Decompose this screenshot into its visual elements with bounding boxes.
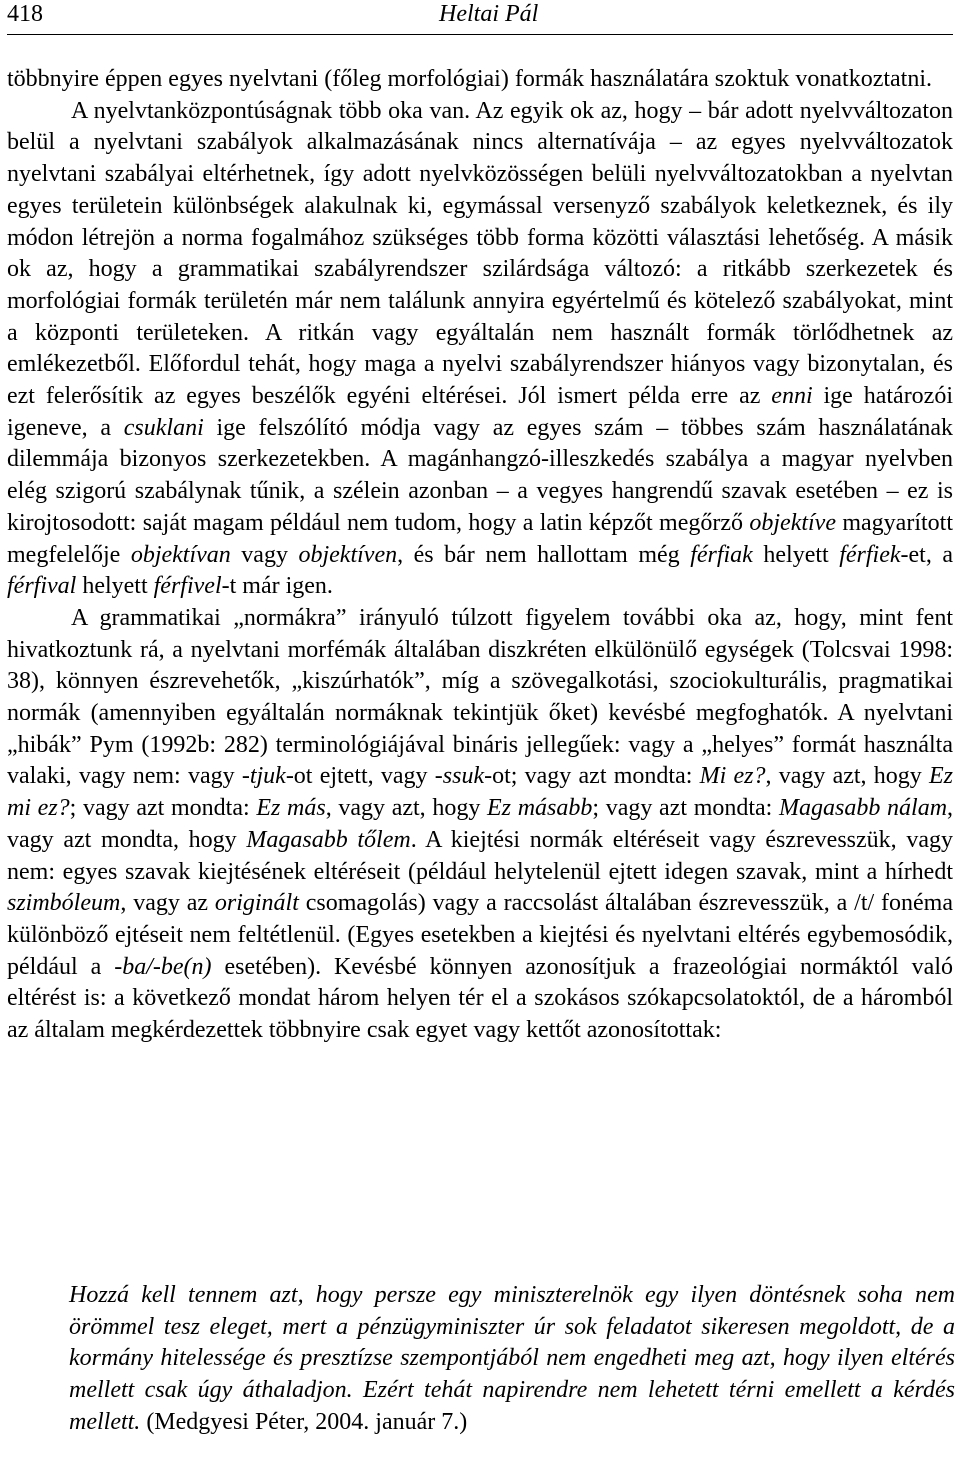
paragraph-3 [7, 603, 953, 1047]
italic-term: originált [214, 890, 299, 917]
text-run: ; vagy azt mondta: [592, 795, 780, 822]
italic-term: csuklani [123, 414, 204, 441]
text-run: -et, a [900, 541, 954, 568]
running-head: Heltai Pál [439, 1, 539, 27]
text-run: , és bár nem hallottam még [397, 541, 691, 568]
body-text [7, 64, 953, 1047]
italic-term: Mi ez? [699, 763, 766, 790]
italic-term: Ez más [256, 795, 326, 822]
text-run: . A kiejtési normák eltéréseit vagy észrevesszük, vagy nem: egyes szavak kiejtésének eltéréseit (például helytelenül ejtett idegen szavak, mint a hírhedt [7, 826, 953, 885]
text-run: , vagy azt mondta, hogy [7, 795, 954, 853]
italic-term: objektíven [298, 541, 398, 568]
text-run: , vagy azt, hogy [325, 795, 488, 822]
text-run: ; vagy azt mondta: [69, 795, 257, 822]
paragraph-2 [7, 96, 953, 603]
paragraph-1 [7, 64, 953, 96]
text-run: A nyelvtanközpontúságnak több oka van. Az egyik ok az, hogy – bár adott nyelvváltozaton belül a nyelvtani szabályok alkalmazásának nincs alternatívája – az egyes nyelvváltozatok nyelvtani szabályai eltérhetnek, így adott nyelvközösségen belüli nyelvváltozatokban a nyelvtan egyes területein különbségek alakulnak ki, egymással versenyző szabályok keletkeznek, és ily módon létrejön a norma fogalmához szükséges több forma közötti választási lehetőség. A másik ok az, hogy a grammatikai szabályrendszer szilárdsága változó: a ritkább szerkezetek és morfológiai formák területén már nem találunk annyira egyértelmű és kötelező szabályokat, mint a központi területeken. A ritkán vagy egyáltalán nem használt formák törlődhetnek az emlékezetből. Előfordul tehát, hogy maga a nyelvi szabályrendszer hiányos vagy bizonytalan, és ezt felerősítik az egyes beszélők egyéni eltérései. Jól ismert példa erre az [7, 97, 953, 410]
block-quote [69, 1280, 955, 1439]
italic-term: szimbóleum [7, 890, 121, 917]
text-run: , vagy azt, hogy [765, 763, 929, 790]
page-number: 418 [7, 1, 43, 27]
italic-term: enni [771, 383, 813, 410]
text-run: esetében). Kevésbé könnyen azonosítjuk a frazeológiai normáktól való eltérést is: a következő mondat három helyen tér el a szokásos szókapcsolatoktól, de a háromból az általam megkérdezettek többnyire csak egyet vagy kettőt azonosítottak: [7, 953, 953, 1044]
italic-term: ssuk [442, 763, 485, 790]
text-run: ige felszólító módja vagy az egyes szám – többes szám használatának dilemmája bizonyos szerkezetekben. A magánhangzó-illeszkedés szabálya a magyar nyelvben elég szigorú szabálynak tűnik, a szélein azonban – a vegyes hangrendű szavak esetében – ez is kirojtosodott: saját magam például nem tudom, hogy a latin képzőt megőrző [7, 414, 954, 536]
text-run: ige határozói igeneve, a [7, 383, 954, 441]
text-run: -ot; vagy azt mondta: [484, 763, 700, 790]
italic-term: férfiak [690, 541, 753, 568]
italic-term: Magasabb nálam [779, 795, 948, 822]
text-run: helyett [76, 573, 154, 600]
text-run: magyarított megfelelője [7, 509, 953, 568]
quote-text: Hozzá kell tennem azt, hogy persze egy miniszterelnök egy ilyen döntésnek soha nem örömmel tesz eleget, mert a pénzügyminiszter úr sok feladatot sikeresen megoldott, de a kormány hitelessége és presztízse szempontjából nem engedheti meg azt, hogy ilyen eltérés mellett csak úgy áthaladjon. Ezért tehát napirendre nem lehetett térni emellett a kérdés mellett. [69, 1282, 955, 1435]
text-run: -t már igen. [221, 573, 333, 600]
text-run: , vagy az [120, 890, 215, 917]
text-run: csomagolás) vagy a raccsolást általában észrevesszük, a /t/ fonéma különböző ejtéseit nem feltétlenül. (Egyes esetekben a kiejtési és nyelvtani eltérés egybemosódik, például a - [7, 890, 953, 980]
italic-term: férfival [7, 573, 77, 600]
italic-term: férfiek [839, 541, 901, 568]
italic-term: Ez mi ez? [7, 763, 953, 822]
text-run: A grammatikai „normákra” irányuló túlzott figyelem további oka az, hogy, mint fent hivatkoztunk rá, a nyelvtani morfémák általában diszkréten elkülönülő egységek (Tolcsvai 1998: 38), könnyen észrevehetők, „kiszúrhatók”, míg a szövegalkotási, szociokulturális, pragmatikai normák (amennyiben egyáltalán normáknak tekintjük őket) kevésbé megfoghatók. A nyelvtani „hibák” Pym (1992b: 282) terminológiájával bináris jellegűek: vagy a „helyes” formát használta valaki, vagy nem: vagy - [7, 604, 953, 790]
text-run: vagy [230, 541, 299, 568]
italic-term: objektíve [749, 509, 836, 536]
italic-term: ba/-be(n) [122, 953, 212, 980]
italic-term: objektívan [130, 541, 231, 568]
text-run: többnyire éppen egyes nyelvtani (főleg morfológiai) formák használatára szoktuk vonatkoztatni. [7, 66, 933, 92]
quote-source: (Medgyesi Péter, 2004. január 7.) [140, 1408, 468, 1435]
italic-term: Magasabb tőlem [246, 826, 411, 853]
italic-term: tjuk [249, 763, 286, 790]
italic-term: Ez másabb [487, 795, 593, 822]
text-run: helyett [752, 541, 840, 568]
italic-term: férfivel [153, 573, 222, 600]
page-header [7, 0, 953, 35]
text-run: -ot ejtett, vagy - [285, 763, 443, 790]
